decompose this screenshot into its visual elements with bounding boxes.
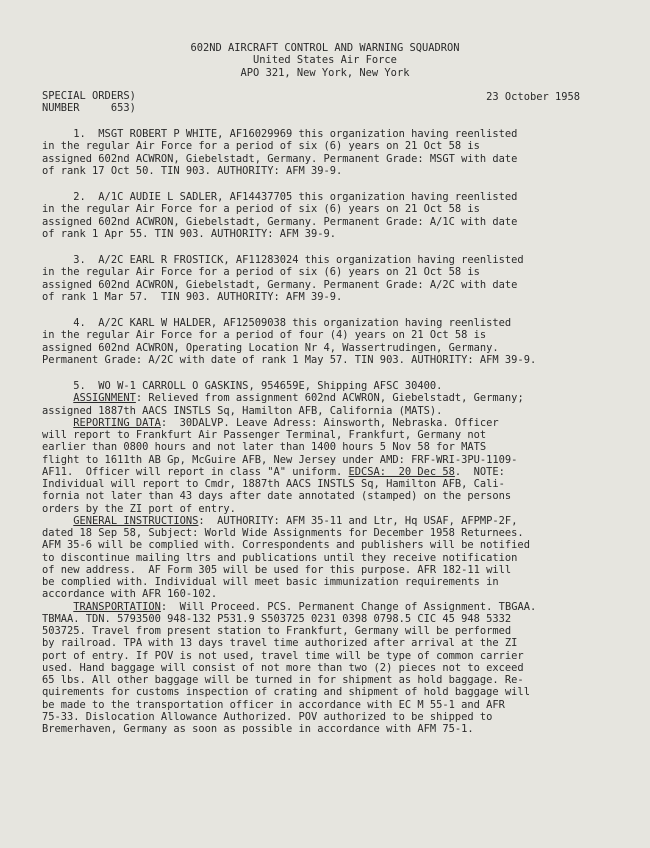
text-segment: : Will Proceed. PCS. Permanent Change of Assignment. TBGAA. <box>160 600 537 613</box>
text-line: 2. A/1C AUDIE L SADLER, AF14437705 this organization having reenlisted <box>42 191 518 203</box>
paragraph-3 <box>42 254 638 303</box>
text-line: be complied with. Individual will meet basic immunization requirements in <box>42 576 499 588</box>
text-line: quirements for customs inspection of crating and shipment of hold baggage will <box>42 686 530 699</box>
text-line: accordance with AFR 160-102. <box>42 588 218 601</box>
text-segment: : Relieved from assignment 602nd ACWRON, Giebelstadt, Germany; <box>135 392 524 405</box>
text-line: assigned 602nd ACWRON, Giebelstadt, Germany. Permanent Grade: A/2C with date <box>42 278 518 291</box>
apo-address: APO 321, New York, New York <box>240 66 410 79</box>
text-line: in the regular Air Force for a period of six (6) years on 21 Oct 58 is <box>42 203 480 216</box>
text-line: of rank 1 Apr 55. TIN 903. AUTHORITY: AFM 39-9. <box>42 227 337 240</box>
text-line: Individual will report to Cmdr, 1887th AACS INSTLS Sq, Hamilton AFB, Cali- <box>42 478 505 490</box>
text-line: be made to the transportation officer in accordance with EC M 55-1 and AFR <box>42 698 505 711</box>
text-line: assigned 602nd ACWRON, Giebelstadt, Germany. Permanent Grade: MSGT with date <box>42 152 518 165</box>
general-instructions-line <box>42 515 638 527</box>
edcsa-date: EDCSA: 20 Dec 58 <box>348 465 455 478</box>
text-line: of new address. AF Form 305 will be used for this purpose. AFR 182-11 will <box>42 563 512 576</box>
paragraph-1 <box>42 128 638 177</box>
text-line: orders by the ZI port of entry. <box>42 502 236 515</box>
document-body <box>42 128 638 749</box>
order-date: 23 October 1958 <box>486 91 580 103</box>
special-orders-block <box>42 90 136 115</box>
assignment-line <box>42 392 638 404</box>
text-line: AFM 35-6 will be complied with. Correspondents and publishers will be notified <box>42 539 530 552</box>
text-segment: . NOTE: <box>454 465 505 478</box>
general-instructions-heading: GENERAL INSTRUCTIONS <box>73 514 199 527</box>
text-line: assigned 602nd ACWRON, Giebelstadt, Germany. Permanent Grade: A/1C with date <box>42 215 518 228</box>
paragraph-5-title: 5. WO W-1 CARROLL O GASKINS, 954659E, Shipping AFSC 30400. <box>42 380 443 392</box>
text-segment: : 30DALVP. Leave Adress: Ainsworth, Nebraska. Officer <box>160 416 499 429</box>
text-line: used. Hand baggage will consist of not more than two (2) pieces not to exceed <box>42 661 524 674</box>
text-line: 65 lbs. All other baggage will be turned in for shipment as hold baggage. Re- <box>42 674 524 686</box>
text-line: 503725. Travel from present station to Frankfurt, Germany will be performed <box>42 625 512 637</box>
text-line: assigned 602nd ACWRON, Operating Location Nr 4, Wassertrudingen, Germany. <box>42 341 499 354</box>
text-segment: AF11. Officer will report in class "A" uniform. <box>42 465 349 478</box>
text-line: flight to 1611th AB Gp, McGuire AFB, New Jersey under AMD: FRF-WRI-3PU-1109- <box>42 453 518 466</box>
transportation-line <box>42 601 638 613</box>
reporting-line <box>42 417 638 429</box>
text-line: of rank 17 Oct 50. TIN 903. AUTHORITY: AFM 39-9. <box>42 164 343 177</box>
text-line: 75-33. Dislocation Allowance Authorized. POV authorized to be shipped to <box>42 710 493 723</box>
text-line: assigned 1887th AACS INSTLS Sq, Hamilton AFB, California (MATS). <box>42 404 443 417</box>
text-line: 4. A/2C KARL W HALDER, AF12509038 this organization having reenlisted <box>42 317 512 329</box>
paragraph-5 <box>42 380 638 735</box>
text-line: 1. MSGT ROBERT P WHITE, AF16029969 this organization having reenlisted <box>42 128 518 140</box>
squadron-name: 602ND AIRCRAFT CONTROL AND WARNING SQUADRON <box>190 42 460 54</box>
service-name: United States Air Force <box>253 54 397 67</box>
paragraph-2 <box>42 191 638 240</box>
edcsa-line <box>42 466 638 478</box>
text-line: earlier than 0800 hours and not later than 1400 hours 5 Nov 58 for MATS <box>42 441 487 454</box>
text-line: to discontinue mailing ltrs and publications until they receive notification <box>42 551 518 564</box>
text-line: port of entry. If POV is not used, travel time will be type of common carrier <box>42 649 524 662</box>
text-line: Permanent Grade: A/2C with date of rank 1 May 57. TIN 903. AUTHORITY: AFM 39-9. <box>42 353 537 366</box>
text-line: in the regular Air Force for a period of four (4) years on 21 Oct 58 is <box>42 329 487 342</box>
paragraph-4 <box>42 317 638 366</box>
transportation-heading: TRANSPORTATION <box>73 600 161 613</box>
text-line: 3. A/2C EARL R FROSTICK, AF11283024 this organization having reenlisted <box>42 254 524 266</box>
text-line: dated 18 Sep 58, Subject: World Wide Assignments for December 1958 Returnees. <box>42 527 524 539</box>
special-orders-label: SPECIAL ORDERS) <box>42 90 136 102</box>
assignment-heading: ASSIGNMENT <box>73 392 136 405</box>
letterhead <box>0 42 650 79</box>
order-number: NUMBER 653) <box>42 102 136 115</box>
text-line: in the regular Air Force for a period of six (6) years on 21 Oct 58 is <box>42 140 480 153</box>
text-line: will report to Frankfurt Air Passenger Terminal, Frankfurt, Germany not <box>42 429 487 441</box>
text-line: TBMAA. TDN. 5793500 948-132 P531.9 S503725 0231 0398 0798.5 CIC 45 948 5332 <box>42 612 512 625</box>
text-line: of rank 1 Mar 57. TIN 903. AUTHORITY: AFM 39-9. <box>42 290 343 303</box>
text-line: by railroad. TPA with 13 days travel time authorized after arrival at the ZI <box>42 637 518 650</box>
text-line: Bremerhaven, Germany as soon as possible in accordance with AFM 75-1. <box>42 723 474 735</box>
text-segment: : AUTHORITY: AFM 35-11 and Ltr, Hq USAF, AFPMP-2F, <box>198 514 518 527</box>
text-line: in the regular Air Force for a period of six (6) years on 21 Oct 58 is <box>42 266 480 279</box>
reporting-data-heading: REPORTING DATA <box>73 416 161 429</box>
text-line: fornia not later than 43 days after date annotated (stamped) on the persons <box>42 490 512 503</box>
